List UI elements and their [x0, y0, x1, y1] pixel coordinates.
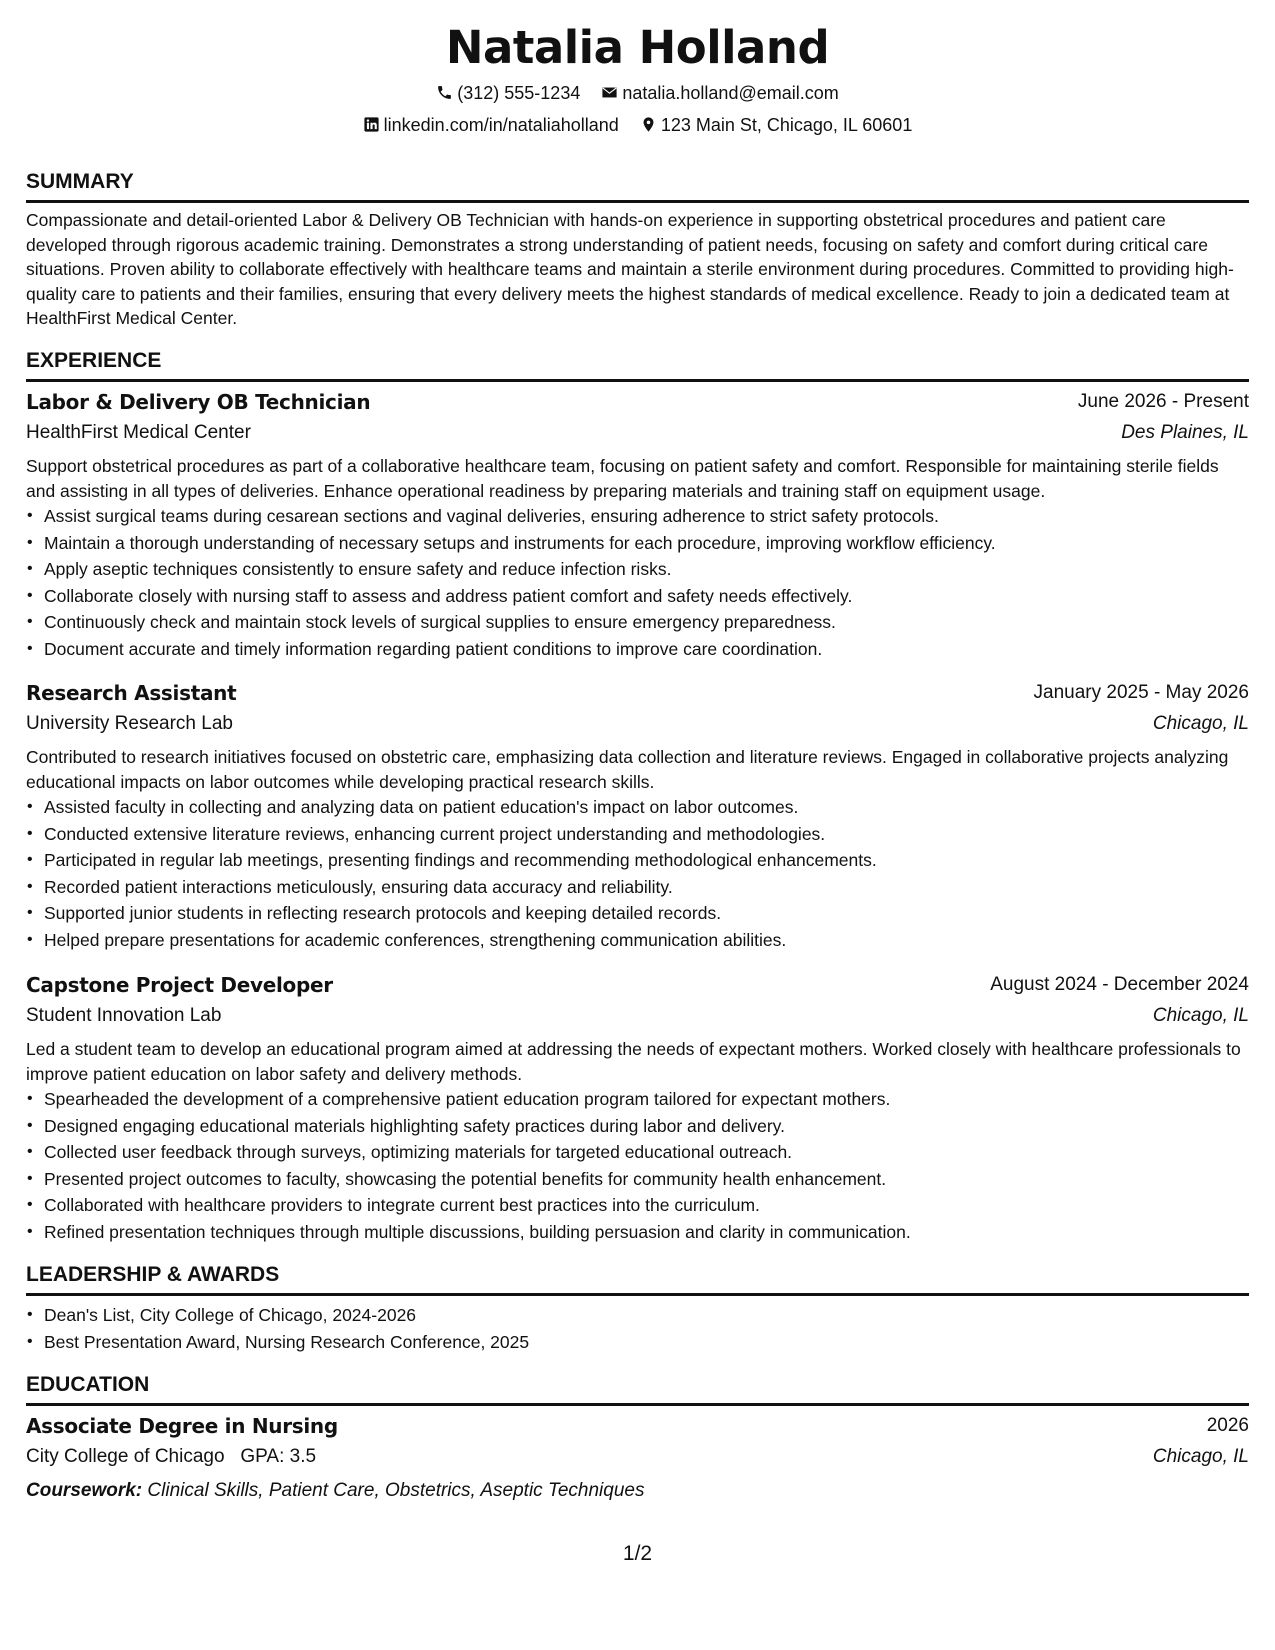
job-bullets	[26, 503, 1251, 663]
coursework	[26, 1477, 1251, 1505]
list-item: • Conducted extensive literature reviews, enhancing current project understanding and methodologies.	[26, 821, 1251, 848]
school-location: Chicago, IL	[1152, 1446, 1249, 1467]
job-subheader	[26, 1002, 1249, 1030]
education-header	[26, 1412, 1249, 1440]
job-location: Des Plaines, IL	[1121, 422, 1249, 443]
job-bullets	[26, 1086, 1251, 1246]
list-item: • Designed engaging educational materials highlighting safety practices during labor and delivery.	[26, 1113, 1251, 1140]
page-number: 1/2	[622, 1542, 653, 1565]
phone-number: (312) 555-1234	[457, 83, 581, 104]
job-header	[26, 679, 1249, 707]
phone-icon	[436, 84, 453, 101]
school-name: City College of Chicago	[26, 1446, 225, 1467]
job-title: Research Assistant	[26, 681, 237, 705]
list-item: • Dean's List, City College of Chicago, 2024-2026	[26, 1302, 1251, 1329]
map-pin-icon	[640, 116, 657, 133]
degree-name: Associate Degree in Nursing	[26, 1414, 338, 1438]
email-address: natalia.holland@email.com	[622, 83, 839, 104]
job-location: Chicago, IL	[1152, 713, 1249, 734]
job-description: Support obstetrical procedures as part of a collaborative healthcare team, focusing on patient safety and comfort. Responsible for maintaining sterile fields and assisting in all types of deliveries. Enhance operational readiness by preparing materials and training staff on equipment usage.	[26, 456, 1219, 501]
job-location: Chicago, IL	[1152, 1005, 1249, 1026]
address-contact	[640, 112, 913, 138]
street-address: 123 Main St, Chicago, IL 60601	[660, 115, 913, 136]
gpa: GPA: 3.5	[240, 1446, 317, 1467]
job-organization: University Research Lab	[26, 713, 233, 734]
list-item: • Continuously check and maintain stock levels of surgical supplies to ensure emergency preparedness.	[26, 609, 1251, 636]
job-dates: June 2026 - Present	[1077, 391, 1249, 412]
contact-row-1	[0, 79, 1275, 106]
job-title: Labor & Delivery OB Technician	[26, 390, 371, 414]
contact-row-2	[0, 111, 1275, 138]
list-item: • Helped prepare presentations for academic conferences, strengthening communication abilities.	[26, 927, 1251, 954]
school-info	[26, 1443, 316, 1471]
coursework-list: Clinical Skills, Patient Care, Obstetrics, Aseptic Techniques	[147, 1480, 645, 1501]
job-header	[26, 388, 1249, 416]
list-item: • Recorded patient interactions meticulously, ensuring data accuracy and reliability.	[26, 874, 1251, 901]
job-title: Capstone Project Developer	[26, 973, 333, 997]
job-description: Contributed to research initiatives focused on obstetric care, emphasizing data collection and literature reviews. Engaged in collaborative projects analyzing educational impacts on labor outcomes while developing practical research skills.	[26, 747, 1229, 792]
list-item: • Collaborate closely with nursing staff to assess and address patient comfort and safety needs effectively.	[26, 583, 1251, 610]
linkedin-url: linkedin.com/in/nataliaholland	[383, 115, 619, 136]
coursework-label: Coursework:	[26, 1480, 143, 1501]
job-organization: Student Innovation Lab	[26, 1005, 222, 1026]
list-item: • Refined presentation techniques through multiple discussions, building persuasion and clarity in communication.	[26, 1219, 1251, 1246]
list-item: • Spearheaded the development of a comprehensive patient education program tailored for expectant mothers.	[26, 1086, 1251, 1113]
summary-heading: SUMMARY	[26, 169, 1249, 203]
list-item: • Assisted faculty in collecting and analyzing data on patient education's impact on labor outcomes.	[26, 794, 1251, 821]
envelope-icon	[601, 84, 618, 101]
list-item: • Collaborated with healthcare providers to integrate current best practices into the curriculum.	[26, 1192, 1251, 1219]
phone-contact	[436, 80, 580, 106]
summary-text: Compassionate and detail-oriented Labor & Delivery OB Technician with hands-on experience in supporting obstetrical procedures and patient care developed through rigorous academic training. Demonstrates a strong understanding of patient needs, focusing on safety and comfort during critical care situations. Proven ability to collaborate effectively with healthcare teams and maintain a sterile environment during procedures. Committed to providing high-quality care to patients and their families, ensuring that every delivery meets the highest standards of medical excellence. Ready to join a dedicated team at HealthFirst Medical Center.	[26, 210, 1234, 329]
awards-list	[26, 1302, 1251, 1355]
list-item: • Supported junior students in reflecting research protocols and keeping detailed records.	[26, 900, 1251, 927]
education-subheader	[26, 1443, 1249, 1471]
job-dates: January 2025 - May 2026	[1033, 682, 1249, 703]
list-item: • Assist surgical teams during cesarean sections and vaginal deliveries, ensuring adherence to strict safety protocols.	[26, 503, 1251, 530]
list-item: • Maintain a thorough understanding of necessary setups and instruments for each procedure, improving workflow efficiency.	[26, 530, 1251, 557]
list-item: • Collected user feedback through surveys, optimizing materials for targeted educational outreach.	[26, 1139, 1251, 1166]
linkedin-icon	[363, 116, 380, 133]
candidate-name: Natalia Holland	[445, 21, 830, 74]
job-subheader	[26, 419, 1249, 447]
list-item: • Presented project outcomes to faculty, showcasing the potential benefits for community health enhancement.	[26, 1166, 1251, 1193]
list-item: • Participated in regular lab meetings, presenting findings and recommending methodological enhancements.	[26, 847, 1251, 874]
job-organization: HealthFirst Medical Center	[26, 422, 251, 443]
email-contact[interactable]	[601, 80, 838, 106]
job-subheader	[26, 710, 1249, 738]
job-bullets	[26, 794, 1251, 954]
list-item: • Document accurate and timely information regarding patient conditions to improve care coordination.	[26, 636, 1251, 663]
experience-heading: EXPERIENCE	[26, 348, 1249, 382]
awards-heading: LEADERSHIP & AWARDS	[26, 1262, 1249, 1296]
graduation-year: 2026	[1206, 1415, 1249, 1436]
job-description: Led a student team to develop an educational program aimed at addressing the needs of expectant mothers. Worked closely with healthcare professionals to improve patient education on labor safety and delivery methods.	[26, 1039, 1241, 1084]
list-item: • Best Presentation Award, Nursing Research Conference, 2025	[26, 1329, 1251, 1356]
education-heading: EDUCATION	[26, 1372, 1249, 1406]
job-header	[26, 971, 1249, 999]
job-dates: August 2024 - December 2024	[990, 974, 1249, 995]
linkedin-contact[interactable]	[363, 112, 619, 138]
list-item: • Apply aseptic techniques consistently to ensure safety and reduce infection risks.	[26, 556, 1251, 583]
